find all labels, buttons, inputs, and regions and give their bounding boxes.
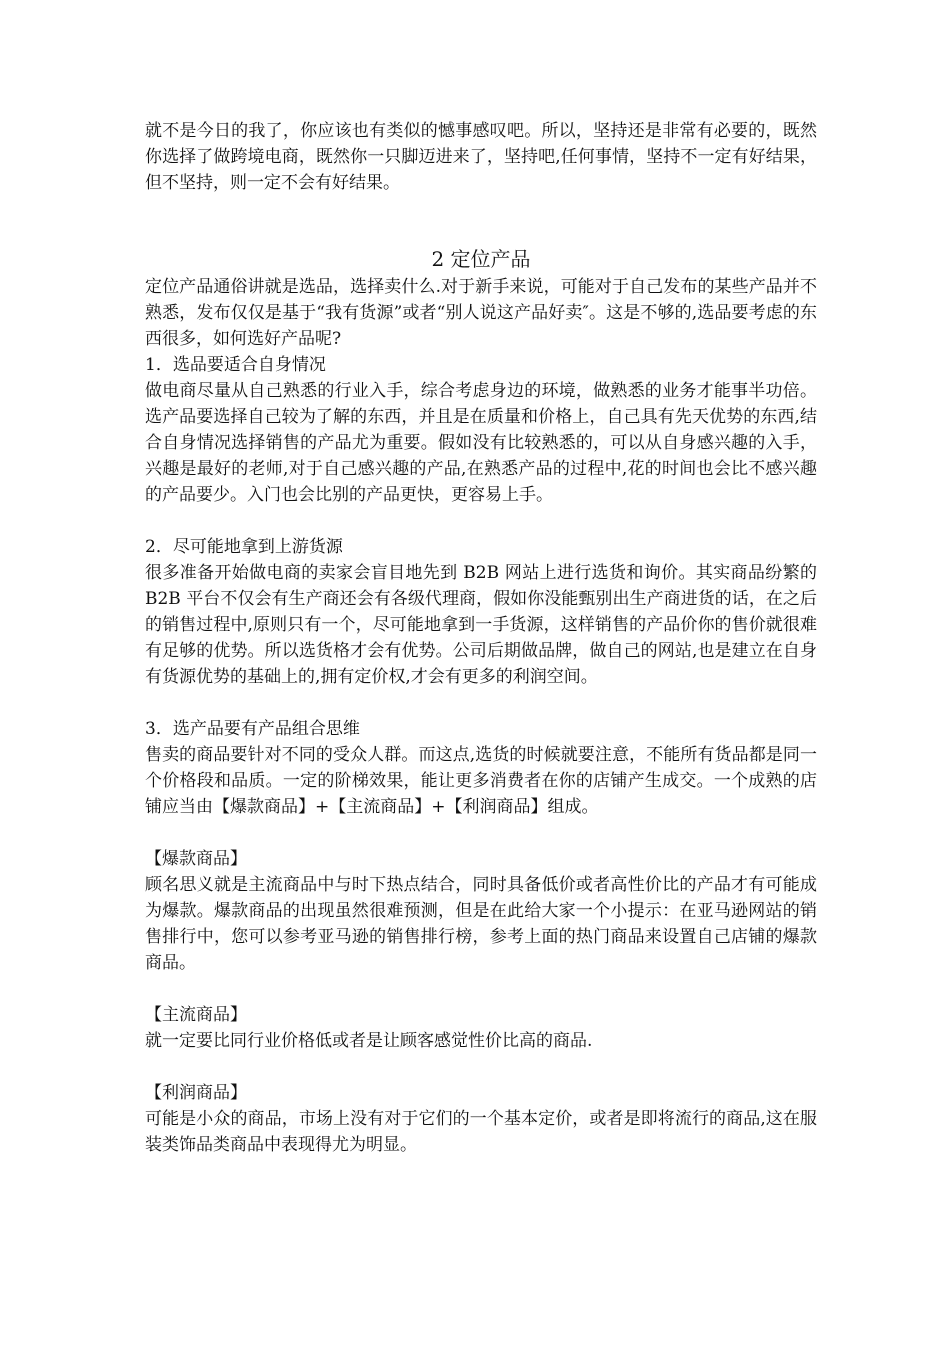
paragraph-spacer	[145, 976, 817, 1002]
paragraph-spacer	[145, 820, 817, 846]
mainstream-products-body: 就一定要比同行业价格低或者是让顾客感觉性价比高的商品.	[145, 1031, 593, 1051]
paragraph-spacer	[145, 1054, 817, 1080]
point-3-title: 3．选产品要有产品组合思维	[145, 719, 360, 739]
point-2-body: 很多准备开始做电商的卖家会盲目地先到 B2B 网站上进行选货和询价。其实商品纷繁的 B2B 平台不仅会有生产商还会有各级代理商，假如你没能甄别出生产商进货的话，在之后的销售过程中,原则只有一个，尽可能地拿到一手货源，这样销售的产品价你的售价就很难有足够的优势。所以选货格才会有优势。公司后期做品牌，做自己的网站,也是建立在自身有货源优势的基础上的,拥有定价权,才会有更多的利润空间。	[145, 563, 817, 687]
profit-products-title: 【利润商品】	[145, 1083, 247, 1103]
document-content	[145, 118, 817, 1158]
point-3-body: 售卖的商品要针对不同的受众人群。而这点,选货的时候就要注意，不能所有货品都是同一个价格段和品质。一定的阶梯效果，能让更多消费者在你的店铺产生成交。一个成熟的店铺应当由【爆款商品】+【主流商品】+【利润商品】组成。	[145, 745, 817, 817]
hot-products-title: 【爆款商品】	[145, 849, 247, 869]
section-intro-paragraph: 定位产品通俗讲就是选品，选择卖什么.对于新手来说，可能对于自己发布的某些产品并不熟悉，发布仅仅是基于“我有货源”或者“别人说这产品好卖″。这是不够的,选品要考虑的东西很多，如何选好产品呢?	[145, 277, 817, 349]
intro-paragraph: 就不是今日的我了，你应该也有类似的憾事感叹吧。所以，坚持还是非常有必要的，既然你选择了做跨境电商，既然你一只脚迈进来了，坚持吧,任何事情，坚持不一定有好结果，但不坚持，则一定不会有好结果。	[145, 121, 817, 193]
hot-products-body: 顾名思义就是主流商品中与时下热点结合，同时具备低价或者高性价比的产品才有可能成为爆款。爆款商品的出现虽然很难预测，但是在此给大家一个小提示：在亚马逊网站的销售排行中，您可以参考亚马逊的销售排行榜，参考上面的热门商品来设置自己店铺的爆款商品。	[145, 875, 817, 973]
point-1-title: 1．选品要适合自身情况	[145, 355, 326, 375]
paragraph-spacer	[145, 508, 817, 534]
point-2-title: 2．尽可能地拿到上游货源	[145, 537, 343, 557]
profit-products-body: 可能是小众的商品，市场上没有对于它们的一个基本定价，或者是即将流行的商品,这在服装类饰品类商品中表现得尤为明显。	[145, 1109, 817, 1155]
paragraph-spacer	[145, 690, 817, 716]
mainstream-products-title: 【主流商品】	[145, 1005, 247, 1025]
section-heading: 2 定位产品	[431, 247, 531, 271]
point-1-body: 做电商尽量从自己熟悉的行业入手，综合考虑身边的环境，做熟悉的业务才能事半功倍。选产品要选择自己较为了解的东西，并且是在质量和价格上，自己具有先天优势的东西,结合自身情况选择销售的产品尤为重要。假如没有比较熟悉的，可以从自身感兴趣的入手，兴趣是最好的老师,对于自己感兴趣的产品,在熟悉产品的过程中,花的时间也会比不感兴趣的产品要少。入门也会比别的产品更快，更容易上手。	[145, 381, 817, 505]
